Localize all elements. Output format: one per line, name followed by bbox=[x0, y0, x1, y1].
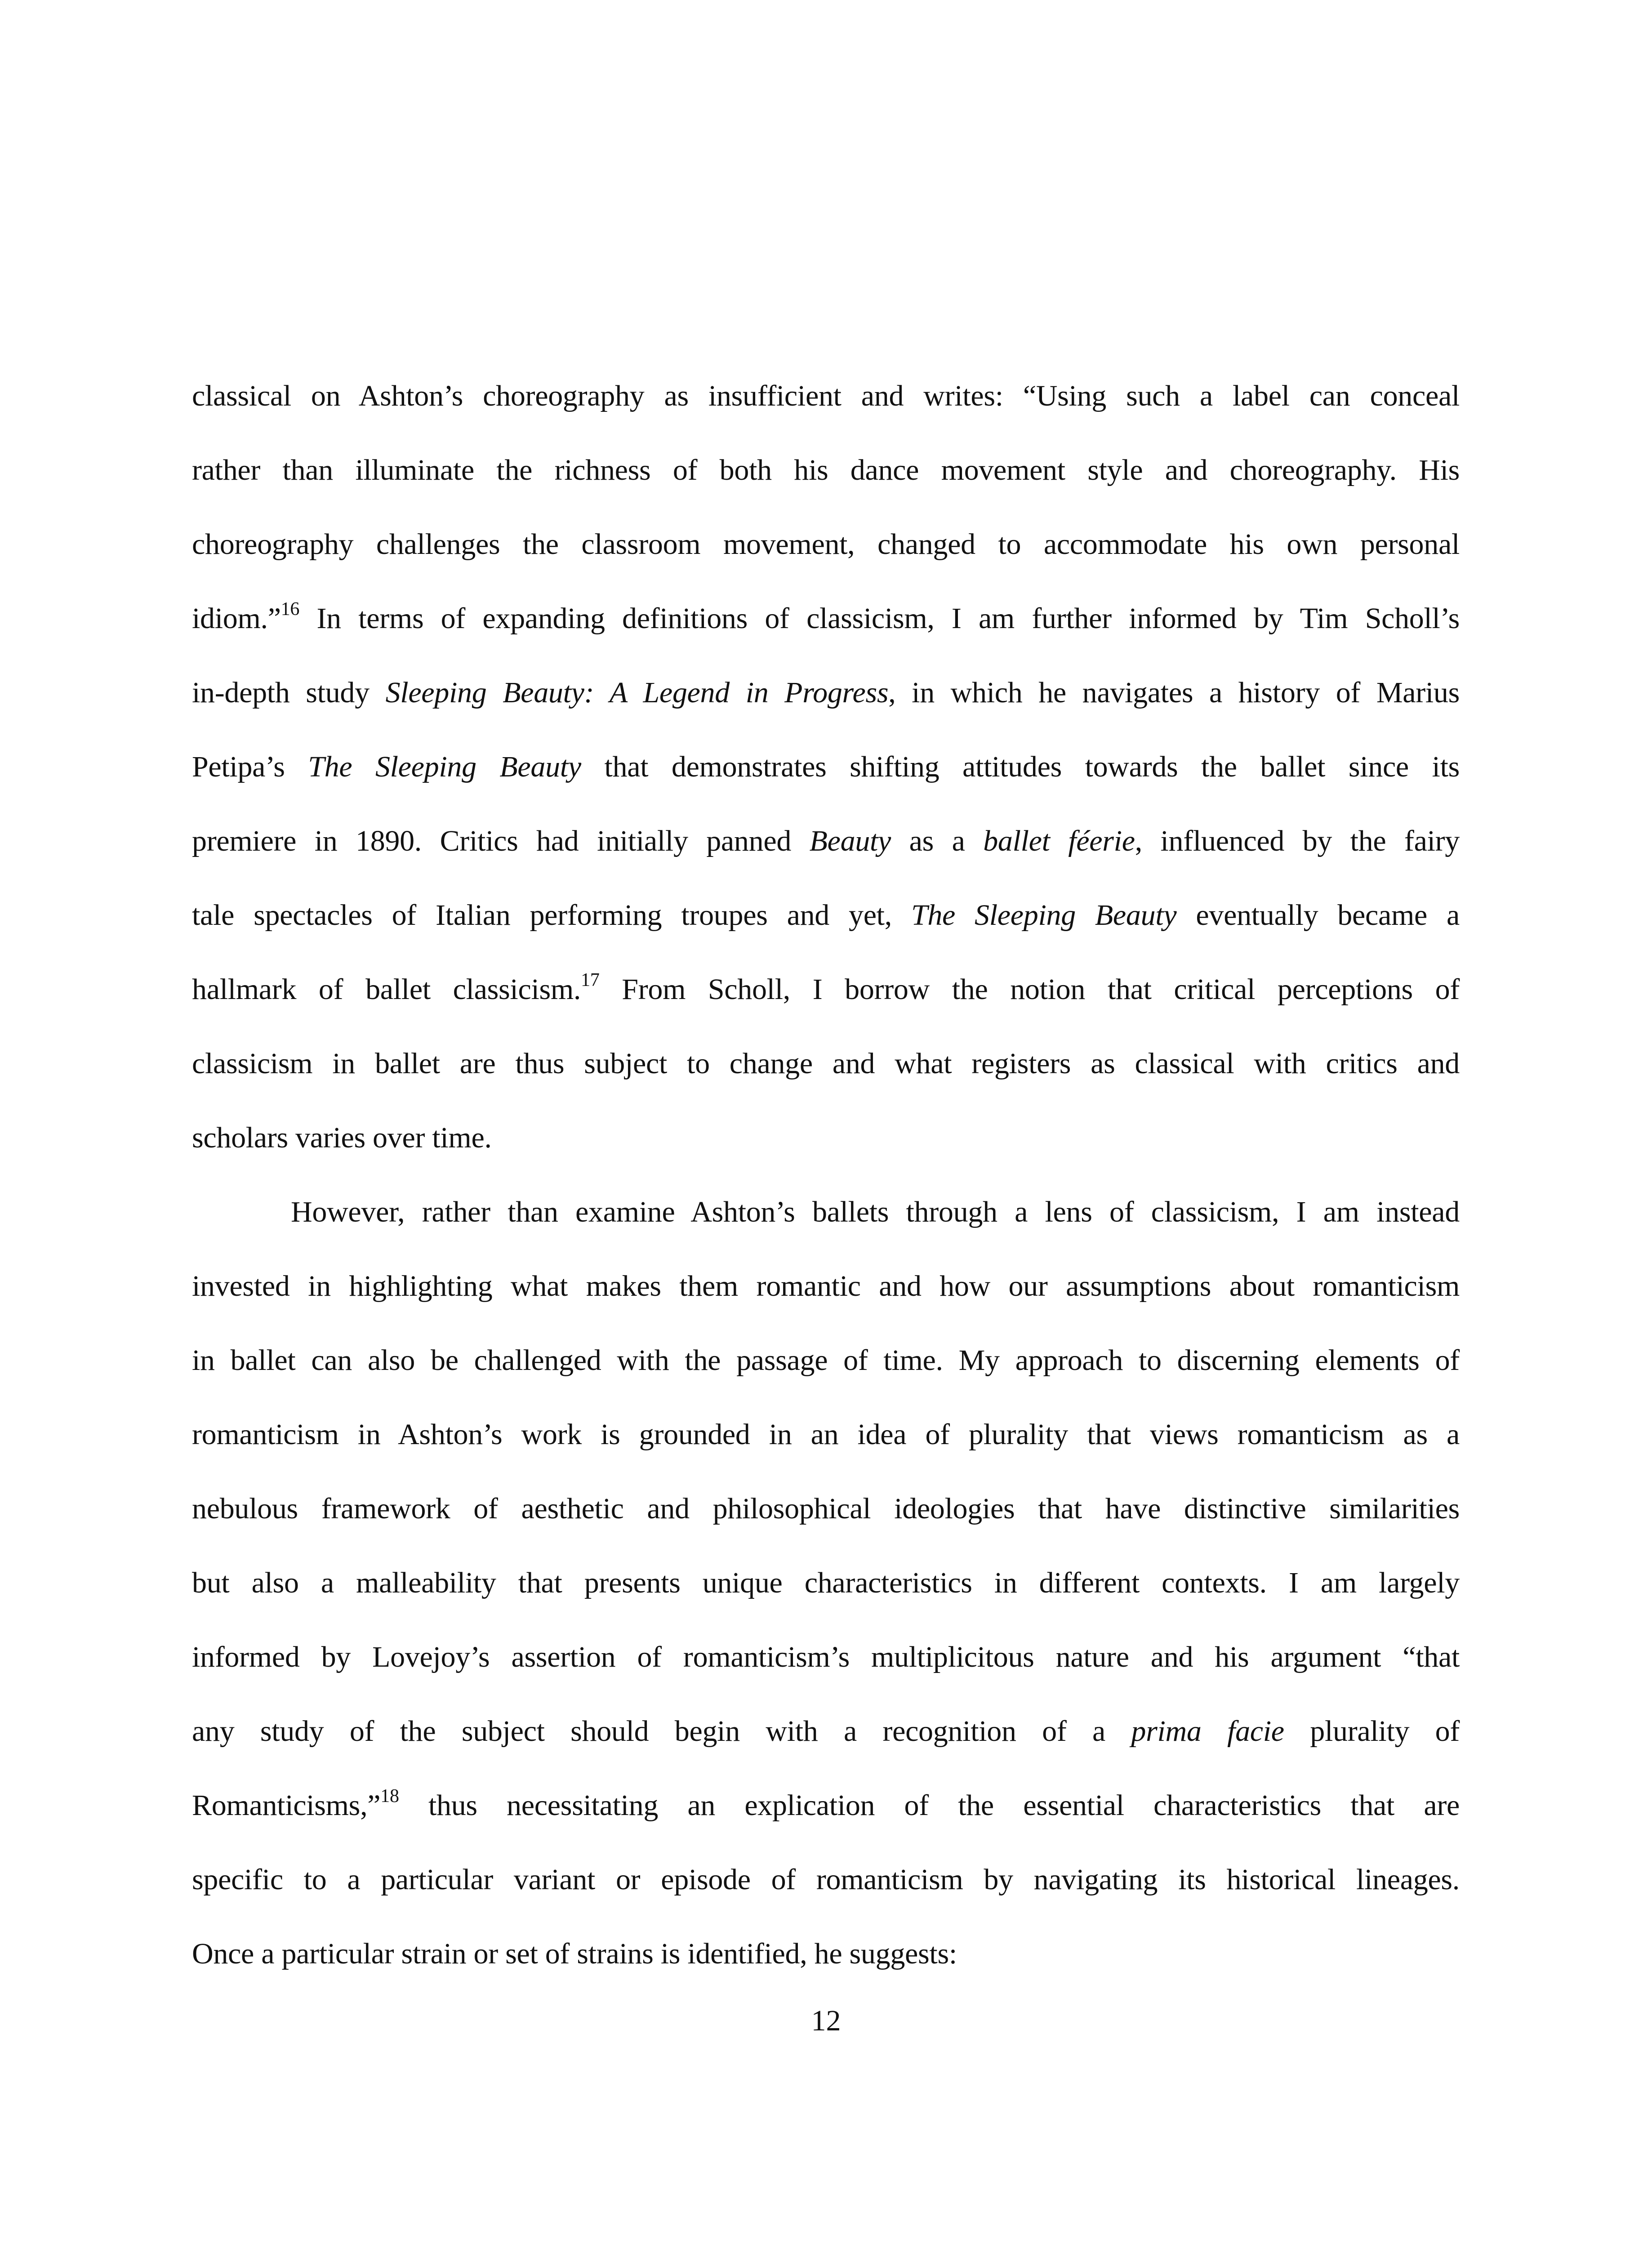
text-run: eventually became a bbox=[1176, 899, 1460, 932]
text-run: Once a particular strain or set of strains is identified, he suggests: bbox=[192, 1937, 957, 1970]
text-line bbox=[192, 952, 1460, 1026]
text-run: However, rather than examine Ashton’s ballets through a lens of classicism, I am instead bbox=[291, 1195, 1460, 1228]
text-line bbox=[192, 1026, 1460, 1101]
text-run: classicism in ballet are thus subject to change and what registers as classical with critics and bbox=[192, 1047, 1460, 1080]
footnote-marker: 17 bbox=[581, 970, 600, 990]
italic-title: prima facie bbox=[1131, 1715, 1284, 1748]
text-line bbox=[192, 804, 1460, 878]
text-run: scholars varies over time. bbox=[192, 1121, 492, 1154]
text-line bbox=[192, 1397, 1460, 1472]
text-run: , influenced by the fairy bbox=[1135, 825, 1460, 857]
text-run: specific to a particular variant or episode of romanticism by navigating its historical lineages. bbox=[192, 1863, 1460, 1896]
text-line bbox=[192, 656, 1460, 730]
text-run: rather than illuminate the richness of both his dance movement style and choreography. His bbox=[192, 454, 1460, 486]
italic-title: Sleeping Beauty: A Legend in Progress bbox=[385, 676, 889, 709]
text-line bbox=[192, 1249, 1460, 1323]
text-run: choreography challenges the classroom movement, changed to accommodate his own personal bbox=[192, 528, 1460, 561]
footnote-marker: 18 bbox=[380, 1786, 399, 1806]
text-run: as a bbox=[891, 825, 984, 857]
text-line bbox=[192, 1546, 1460, 1620]
text-run: classical on Ashton’s choreography as insufficient and writes: “Using such a label can conceal bbox=[192, 379, 1460, 412]
text-run: tale spectacles of Italian performing troupes and yet, bbox=[192, 899, 911, 932]
text-run: In terms of expanding definitions of classicism, I am further informed by Tim Scholl’s bbox=[299, 602, 1460, 635]
text-run: nebulous framework of aesthetic and philosophical ideologies that have distinctive similarities bbox=[192, 1492, 1460, 1525]
italic-title: Beauty bbox=[809, 825, 891, 857]
text-line bbox=[192, 1323, 1460, 1397]
text-line bbox=[192, 730, 1460, 804]
text-line bbox=[192, 1101, 1460, 1175]
text-line bbox=[192, 359, 1460, 433]
text-line bbox=[192, 1620, 1460, 1694]
body-text bbox=[192, 359, 1460, 1991]
text-line bbox=[192, 1768, 1460, 1842]
text-run: any study of the subject should begin with a recognition of a bbox=[192, 1715, 1131, 1748]
italic-title: The Sleeping Beauty bbox=[308, 750, 581, 783]
text-line bbox=[192, 581, 1460, 656]
text-run: informed by Lovejoy’s assertion of romanticism’s multiplicitous nature and his argument “that bbox=[192, 1641, 1460, 1673]
text-line bbox=[192, 1842, 1460, 1917]
text-run: , in which he navigates a history of Marius bbox=[888, 676, 1460, 709]
text-line bbox=[192, 878, 1460, 952]
text-run: in-depth study bbox=[192, 676, 386, 709]
text-line bbox=[192, 1694, 1460, 1768]
text-run: premiere in 1890. Critics had initially panned bbox=[192, 825, 810, 857]
text-line bbox=[192, 507, 1460, 581]
text-run: From Scholl, I borrow the notion that critical perceptions of bbox=[599, 973, 1460, 1006]
text-run: that demonstrates shifting attitudes towards the ballet since its bbox=[581, 750, 1460, 783]
italic-title: The Sleeping Beauty bbox=[911, 899, 1177, 932]
page-number: 12 bbox=[811, 2004, 841, 2037]
footnote-marker: 16 bbox=[281, 599, 300, 620]
text-run: romanticism in Ashton’s work is grounded in an idea of plurality that views romanticism as a bbox=[192, 1418, 1460, 1451]
italic-title: ballet féerie bbox=[983, 825, 1135, 857]
text-line bbox=[192, 1472, 1460, 1546]
text-run: idiom.” bbox=[192, 602, 281, 635]
text-run: but also a malleability that presents unique characteristics in different contexts. I am largely bbox=[192, 1566, 1460, 1599]
text-line bbox=[192, 1175, 1460, 1249]
text-run: hallmark of ballet classicism. bbox=[192, 973, 581, 1006]
text-line bbox=[192, 433, 1460, 507]
text-run: Romanticisms,” bbox=[192, 1789, 381, 1822]
text-run: thus necessitating an explication of the essential characteristics that are bbox=[399, 1789, 1460, 1822]
text-run: in ballet can also be challenged with the passage of time. My approach to discerning elements of bbox=[192, 1344, 1460, 1377]
text-run: Petipa’s bbox=[192, 750, 308, 783]
text-run: plurality of bbox=[1284, 1715, 1460, 1748]
text-line bbox=[192, 1917, 1460, 1991]
text-run: invested in highlighting what makes them romantic and how our assumptions about romanticism bbox=[192, 1270, 1460, 1302]
